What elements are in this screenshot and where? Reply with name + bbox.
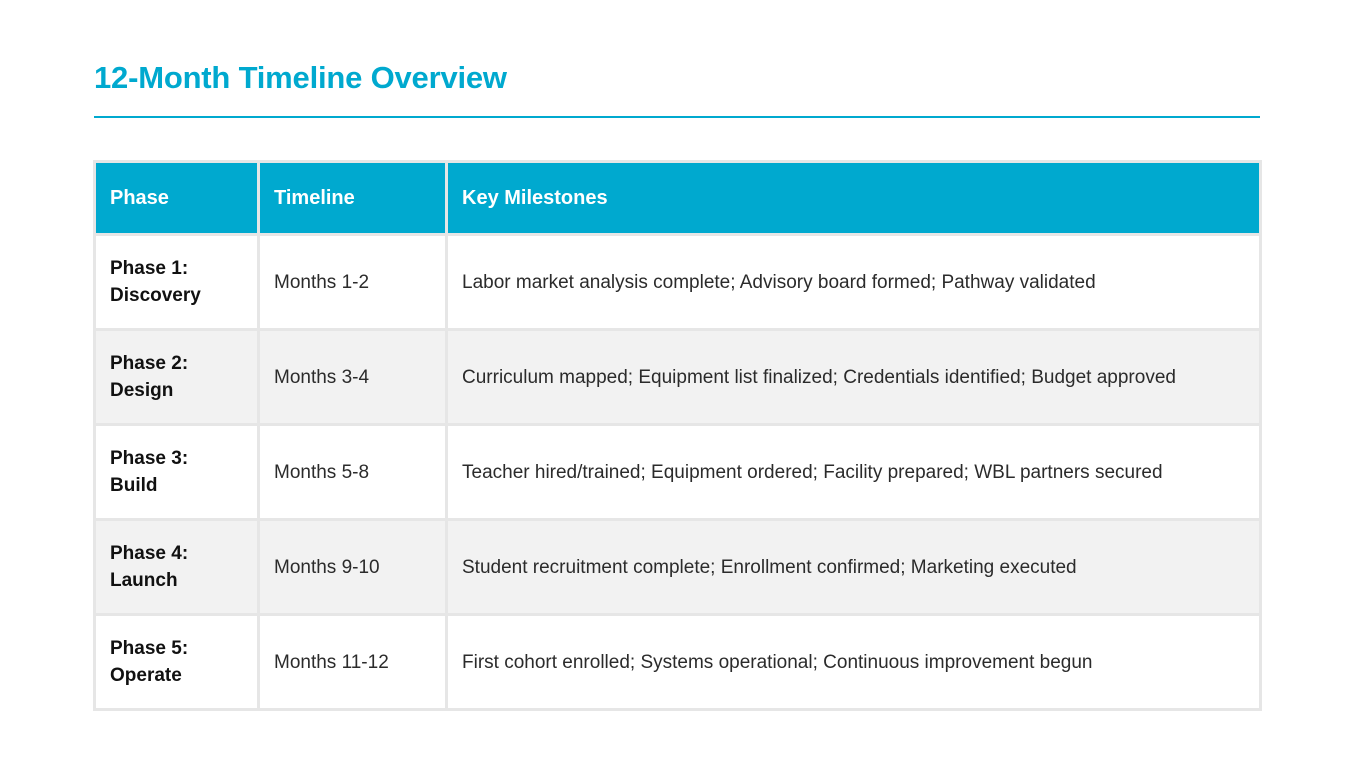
table-row <box>95 615 1261 710</box>
milestones-cell: Student recruitment complete; Enrollment confirmed; Marketing executed <box>447 520 1261 615</box>
phase-cell <box>95 330 259 425</box>
timeline-cell: Months 1-2 <box>259 235 447 330</box>
timeline-table <box>93 160 1262 711</box>
timeline-cell: Months 9-10 <box>259 520 447 615</box>
table-row <box>95 520 1261 615</box>
phase-name: Discovery <box>110 285 201 306</box>
header-key-milestones: Key Milestones <box>447 162 1261 235</box>
timeline-table-container <box>93 160 1259 711</box>
phase-number: Phase 4: <box>110 543 189 564</box>
phase-name: Operate <box>110 665 182 686</box>
timeline-cell: Months 3-4 <box>259 330 447 425</box>
milestones-cell: Labor market analysis complete; Advisory board formed; Pathway validated <box>447 235 1261 330</box>
phase-name: Design <box>110 380 174 401</box>
phase-cell <box>95 235 259 330</box>
timeline-cell: Months 5-8 <box>259 425 447 520</box>
table-header-row <box>95 162 1261 235</box>
phase-name: Launch <box>110 570 178 591</box>
milestones-cell: Curriculum mapped; Equipment list finalized; Credentials identified; Budget approved <box>447 330 1261 425</box>
phase-cell <box>95 425 259 520</box>
milestones-cell: Teacher hired/trained; Equipment ordered; Facility prepared; WBL partners secured <box>447 425 1261 520</box>
phase-number: Phase 3: <box>110 448 189 469</box>
phase-cell <box>95 615 259 710</box>
timeline-cell: Months 11-12 <box>259 615 447 710</box>
phase-number: Phase 2: <box>110 353 189 374</box>
table-row <box>95 425 1261 520</box>
phase-cell <box>95 520 259 615</box>
title-divider <box>94 116 1260 118</box>
header-phase: Phase <box>95 162 259 235</box>
phase-number: Phase 5: <box>110 638 189 659</box>
header-timeline: Timeline <box>259 162 447 235</box>
milestones-cell: First cohort enrolled; Systems operational; Continuous improvement begun <box>447 615 1261 710</box>
phase-number: Phase 1: <box>110 258 189 279</box>
phase-name: Build <box>110 475 158 496</box>
table-row <box>95 330 1261 425</box>
page-title: 12-Month Timeline Overview <box>94 60 507 95</box>
table-row <box>95 235 1261 330</box>
